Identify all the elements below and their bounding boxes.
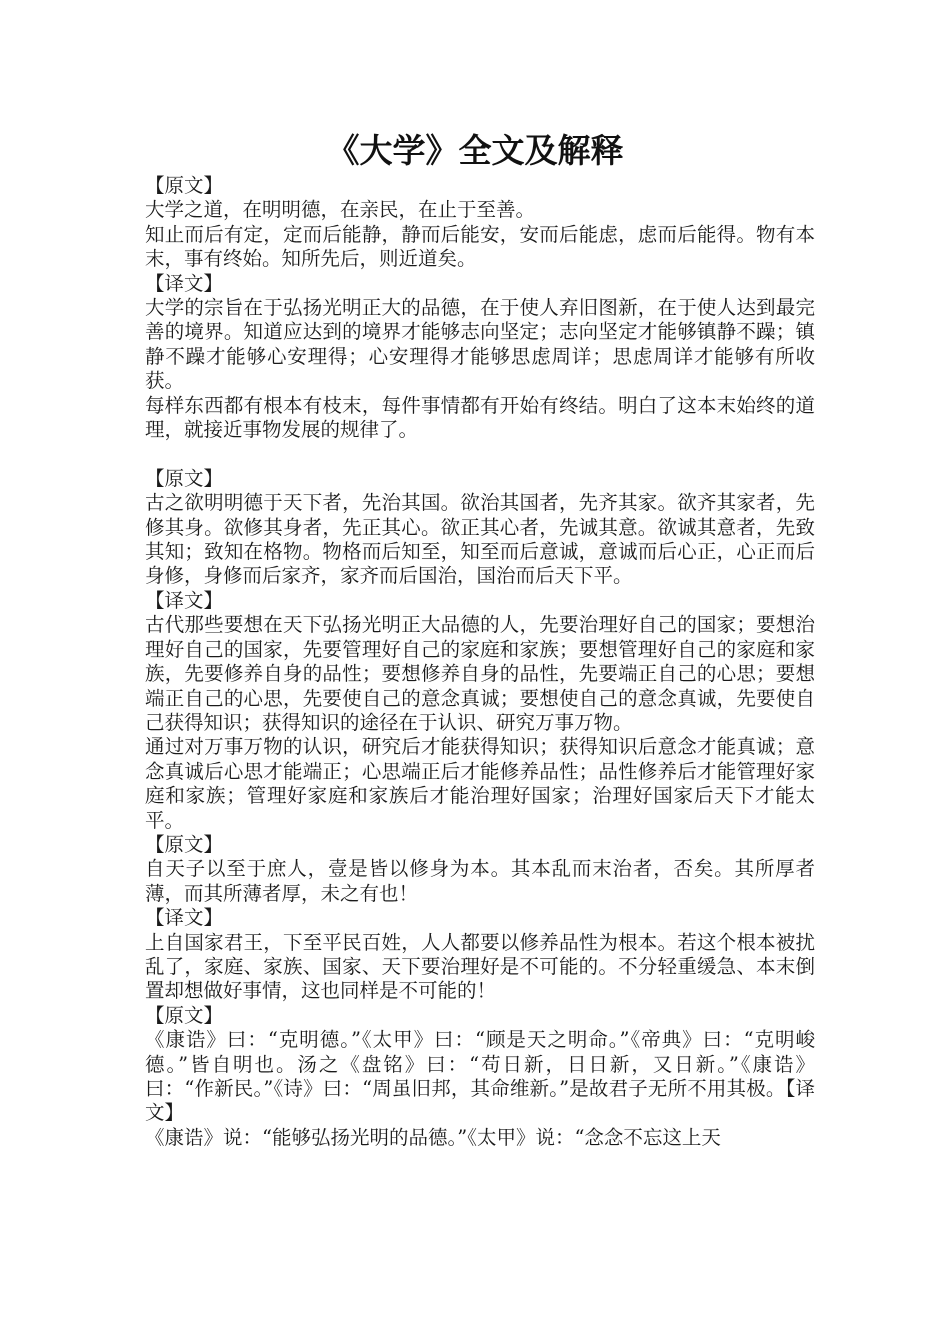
paragraph-text: 《康诰》曰：“克明德。”《太甲》曰：“顾是天之明命。”《帝典》曰：“克明峻德。”皆自明也。汤之《盘铭》曰：“苟日新，日日新，又日新。”《康诰》曰：“作新民。”《诗》曰：“周虽旧邦，其命维新。”是故君子无所不用其极。 bbox=[145, 1028, 815, 1101]
blank-line bbox=[145, 442, 815, 466]
section-translation-1 bbox=[145, 272, 815, 443]
paragraph: 大学的宗旨在于弘扬光明正大的品德，在于使人弃旧图新，在于使人达到最完善的境界。知道应达到的境界才能够志向坚定；志向坚定才能够镇静不躁；镇静不躁才能够心安理得；心安理得才能够思虑周详；思虑周详才能够有所收获。 bbox=[145, 296, 815, 393]
section-heading: 【原文】 bbox=[145, 832, 224, 856]
section-translation-3 bbox=[145, 906, 815, 1004]
inline-section-heading: 【译文】 bbox=[145, 1077, 815, 1125]
section-heading: 【译文】 bbox=[145, 906, 224, 930]
section-original-3 bbox=[145, 833, 815, 906]
section-heading: 【译文】 bbox=[145, 271, 224, 295]
paragraph: 知止而后有定，定而后能静，静而后能安，安而后能虑，虑而后能得。物有本末，事有终始。知所先后，则近道矣。 bbox=[145, 222, 815, 271]
section-original-2 bbox=[145, 467, 815, 589]
section-heading: 【原文】 bbox=[145, 1003, 224, 1027]
paragraph: 每样东西都有根本有枝末，每件事情都有开始有终结。明白了这本末始终的道理，就接近事物发展的规律了。 bbox=[145, 393, 815, 442]
section-translation-2 bbox=[145, 589, 815, 833]
section-original-4 bbox=[145, 1004, 815, 1150]
section-heading: 【原文】 bbox=[145, 174, 224, 197]
paragraph bbox=[145, 1028, 815, 1126]
paragraph: 自天子以至于庶人，壹是皆以修身为本。其本乱而末治者，否矣。其所厚者薄，而其所薄者厚，未之有也！ bbox=[145, 857, 815, 905]
paragraph: 古代那些要想在天下弘扬光明正大品德的人，先要治理好自己的国家；要想治理好自己的国家，先要管理好自己的家庭和家族；要想管理好自己的家庭和家族，先要修养自身的品性；要想修养自身的品性，先要端正自己的心思；要想端正自己的心思，先要使自己的意念真诚；要想使自己的意念真诚，先要使自己获得知识；获得知识的途径在于认识、研究万事万物。 bbox=[145, 613, 815, 734]
document-body bbox=[145, 174, 815, 1150]
paragraph: 大学之道，在明明德，在亲民，在止于至善。 bbox=[145, 198, 536, 222]
paragraph: 古之欲明明德于天下者，先治其国。欲治其国者，先齐其家。欲齐其家者，先修其身。欲修其身者，先正其心。欲正其心者，先诚其意。欲诚其意者，先致其知；致知在格物。物格而后知至，知至而后意诚，意诚而后心正，心正而后身修，身修而后家齐，家齐而后国治，国治而后天下平。 bbox=[145, 491, 815, 588]
paragraph: 《康诰》说：“能够弘扬光明的品德。”《太甲》说：“念念不忘这上天 bbox=[145, 1125, 721, 1149]
document-title: 《大学》全文及解释 bbox=[326, 131, 624, 170]
paragraph: 上自国家君王，下至平民百姓，人人都要以修养品性为根本。若这个根本被扰乱了，家庭、家族、国家、天下要治理好是不可能的。不分轻重缓急、本末倒置却想做好事情，这也同样是不可能的！ bbox=[145, 930, 815, 1003]
section-heading: 【原文】 bbox=[145, 466, 224, 490]
section-original-1 bbox=[145, 174, 815, 272]
paragraph: 通过对万事万物的认识，研究后才能获得知识；获得知识后意念才能真诚；意念真诚后心思才能端正；心思端正后才能修养品性；品性修养后才能管理好家庭和家族；管理好家庭和家族后才能治理好国家；治理好国家后天下才能太平。 bbox=[145, 735, 815, 832]
section-heading: 【译文】 bbox=[145, 588, 224, 612]
